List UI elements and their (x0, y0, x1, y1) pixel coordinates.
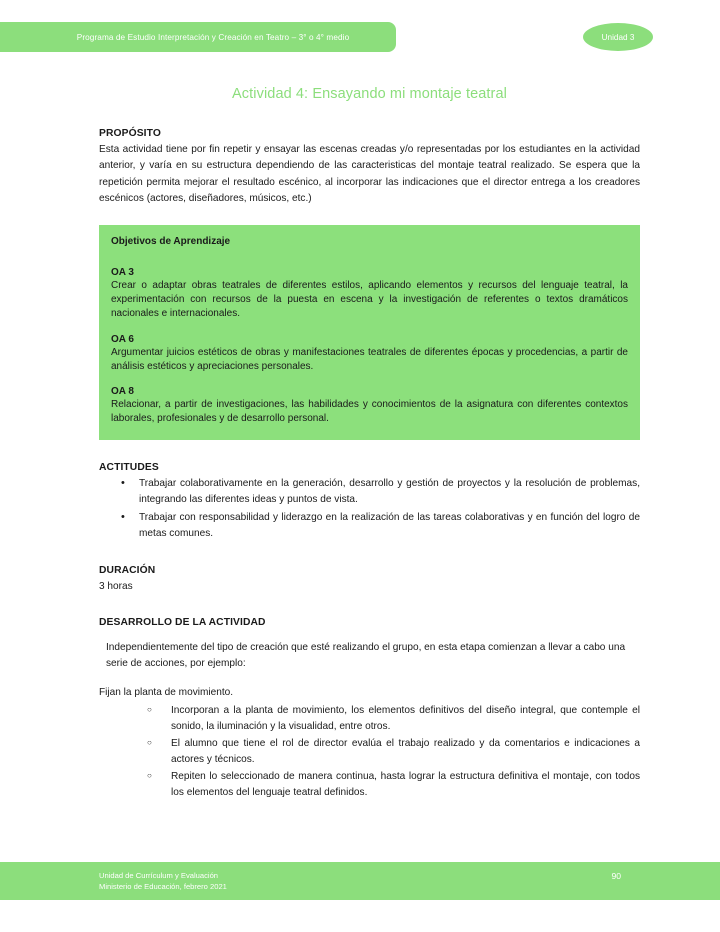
objetivo-code: OA 8 (111, 386, 134, 398)
section-actitudes (99, 462, 640, 543)
list-item: ○ El alumno que tiene el rol de director evalúa el trabajo realizado y da comentarios e indicaciones a actores y técnicos. (99, 736, 640, 769)
objetivo-item (111, 267, 628, 320)
list-item: • Trabajar colaborativamente en la generación, desarrollo y gestión de proyectos y la resolución de problemas, integrando las diferentes ideas y puntos de vista. (121, 476, 640, 509)
page-title: Actividad 4: Ensayando mi montaje teatral (232, 86, 507, 102)
actitudes-list (99, 476, 640, 543)
header-banner-label: Programa de Estudio Interpretación y Creación en Teatro – 3° o 4° medio (76, 32, 350, 42)
duracion-heading: DURACIÓN (99, 564, 156, 576)
proposito-heading: PROPÓSITO (99, 128, 161, 139)
objetivo-code: OA 6 (111, 333, 134, 345)
desarrollo-heading: DESARROLLO DE LA ACTIVIDAD (99, 616, 266, 628)
objetivo-item (111, 334, 628, 374)
proposito-text: Esta actividad tiene por fin repetir y ensayar las escenas creadas y/o representadas por los estudiantes en la actividad anterior, y varía en su estructura dependiendo de las caracteristicas del montaje teatral realizado. Se espera que la repetición permita mejorar el resultado escénico, al incorporar las indicaciones que el director entrega a los creadores escénicos (actores, diseñadores, músicos, etc.) (99, 144, 640, 205)
footer-line-2: Ministerio de Educación, febrero 2021 (99, 882, 227, 891)
page-number: 90 (611, 871, 621, 881)
objetivo-item (111, 386, 628, 426)
list-item: • Trabajar con responsabilidad y liderazgo en la realización de las tareas colaborativas y en función del logro de metas comunes. (121, 510, 640, 543)
objetivo-code: OA 3 (111, 267, 134, 279)
objetivo-text: Relacionar, a partir de investigaciones, las habilidades y conocimientos de la asignatura con diferentes contextos laborales, profesionales y de desarrollo personal. (111, 399, 628, 425)
desarrollo-list (99, 703, 640, 802)
section-desarrollo (99, 617, 640, 802)
page-content (99, 86, 640, 802)
unit-badge-label: Unidad 3 (601, 32, 635, 42)
section-duracion (99, 565, 640, 595)
unit-badge (583, 23, 653, 51)
objetivos-box-title: Objetivos de Aprendizaje (111, 236, 231, 248)
objetivo-text: Argumentar juicios estéticos de obras y manifestaciones teatrales de diferentes épocas y procedencias, a partir de análisis estéticos y apreciaciones personales. (111, 346, 628, 372)
objetivo-text: Crear o adaptar obras teatrales de diferentes estilos, aplicando elementos y recursos del lenguaje teatral, la experimentación con recursos de la puesta en escena y la investigación de referentes o textos dramáticos nacionales e internacionales. (111, 280, 628, 319)
list-item: ○ Repiten lo seleccionado de manera continua, hasta lograr la estructura definitiva el montaje, con todos los elementos del lenguaje teatral definidos. (99, 769, 640, 802)
footer-line-1: Unidad de Currículum y Evaluación (99, 871, 219, 880)
list-item: ○ Incorporan a la planta de movimiento, los elementos definitivos del diseño integral, que contemple el sonido, la iluminación y la visualidad, entre otros. (99, 703, 640, 736)
actitudes-heading: ACTITUDES (99, 461, 159, 473)
desarrollo-lead: Fijan la planta de movimiento. (99, 686, 234, 698)
desarrollo-intro: Independientemente del tipo de creación que esté realizando el grupo, en esta etapa comienzan a llevar a cabo una serie de acciones, por ejemplo: (106, 641, 626, 670)
header-banner (0, 22, 396, 52)
section-proposito (99, 128, 640, 207)
footer-band (0, 862, 720, 900)
duracion-value: 3 horas (99, 580, 133, 592)
footer-organization (99, 870, 227, 892)
objetivos-box (99, 225, 640, 440)
